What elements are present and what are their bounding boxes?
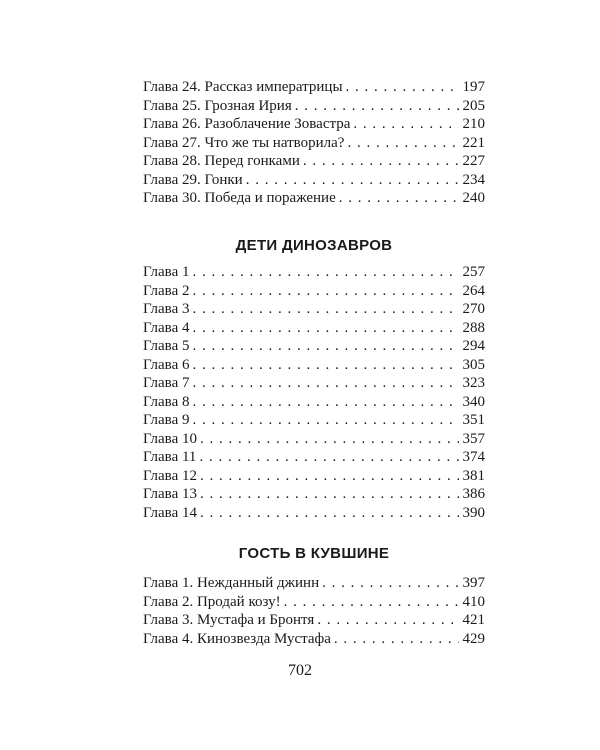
toc-entry (143, 356, 485, 375)
toc-entry-title: Глава 4 (143, 319, 190, 336)
dot-leader (200, 430, 459, 449)
toc-section-continued (143, 78, 485, 208)
toc-entry-title: Глава 7 (143, 375, 190, 391)
toc-section-deti-dinozavrov (143, 263, 485, 522)
dot-leader (346, 78, 459, 97)
toc-entry-page: 257 (462, 264, 485, 280)
dot-leader (200, 504, 459, 523)
toc-entry-title: Глава 28. Перед гонками (143, 153, 300, 169)
dot-leader (192, 374, 458, 393)
toc-entry-page: 357 (462, 430, 485, 447)
toc-entry (143, 319, 485, 338)
dot-leader (200, 485, 459, 504)
dot-leader (303, 152, 459, 171)
toc-entry-page: 410 (462, 593, 485, 610)
toc-entry (143, 115, 485, 134)
toc-entry-page: 294 (462, 338, 485, 354)
toc-section-gost-v-kuvshine (143, 574, 485, 648)
toc-entry-page: 421 (462, 612, 485, 628)
section-heading-gost-v-kuvshine (143, 545, 485, 562)
toc-entry (143, 448, 485, 467)
toc-entry (143, 504, 485, 523)
toc-entry-page: 305 (462, 356, 485, 373)
toc-entry-page: 351 (462, 412, 485, 428)
toc-entry-title: Глава 30. Победа и поражение (143, 190, 336, 206)
toc-entry (143, 97, 485, 116)
toc-entry (143, 593, 485, 612)
dot-leader (317, 611, 458, 630)
toc-entry-page: 210 (462, 116, 485, 132)
toc-entry-title: Глава 1. Нежданный джинн (143, 575, 320, 591)
toc-entry-title: Глава 5 (143, 338, 190, 354)
toc-entry (143, 171, 485, 190)
toc-entry (143, 300, 485, 319)
toc-entry-title: Глава 4. Кинозвезда Мустафа (143, 630, 331, 647)
toc-entry (143, 374, 485, 393)
toc-entry-page: 197 (462, 79, 485, 95)
section-heading: ДЕТИ ДИНОЗАВРОВ (235, 237, 393, 254)
toc-entry (143, 134, 485, 153)
toc-entry (143, 282, 485, 301)
toc-entry-page: 390 (462, 504, 485, 521)
dot-leader (199, 448, 458, 467)
toc-entry (143, 393, 485, 412)
toc-entry-page: 429 (462, 630, 485, 647)
dot-leader (192, 393, 458, 412)
toc-entry-title: Глава 3 (143, 301, 190, 317)
dot-leader (192, 282, 458, 301)
toc-entry-page: 270 (462, 301, 485, 317)
toc-entry (143, 430, 485, 449)
toc-entry-page: 234 (462, 171, 485, 188)
dot-leader (192, 300, 458, 319)
toc-entry-title: Глава 2 (143, 282, 190, 299)
toc-entry-title: Глава 2. Продай козу! (143, 593, 281, 610)
toc-entry-title: Глава 27. Что же ты натворила? (143, 134, 345, 151)
toc-entry (143, 574, 485, 593)
dot-leader (200, 467, 459, 486)
section-heading-deti-dinozavrov (143, 237, 485, 254)
toc-entry-title: Глава 1 (143, 264, 190, 280)
toc-entry (143, 78, 485, 97)
dot-leader (284, 593, 459, 612)
toc-entry-page: 227 (462, 153, 485, 169)
toc-entry (143, 411, 485, 430)
dot-leader (246, 171, 459, 190)
toc-entry-page: 240 (462, 190, 485, 206)
toc-entry (143, 467, 485, 486)
toc-entry (143, 630, 485, 649)
toc-entry-title: Глава 26. Разоблачение Зовастра (143, 116, 351, 132)
dot-leader (353, 115, 458, 134)
toc-entry-title: Глава 3. Мустафа и Бронтя (143, 612, 315, 628)
toc-entry-page: 264 (462, 282, 485, 299)
toc-entry-page: 374 (462, 449, 485, 465)
toc-entry-page: 205 (462, 97, 485, 114)
toc-entry (143, 263, 485, 282)
toc-entry (143, 611, 485, 630)
toc-entry-title: Глава 14 (143, 504, 197, 521)
toc-entry (143, 337, 485, 356)
dot-leader (347, 134, 458, 153)
dot-leader (192, 356, 458, 375)
dot-leader (192, 411, 458, 430)
toc-entry-page: 386 (462, 486, 485, 502)
toc-entry (143, 485, 485, 504)
section-heading: ГОСТЬ В КУВШИНЕ (238, 545, 390, 562)
toc-entry-title: Глава 11 (143, 449, 197, 465)
toc-entry-page: 288 (462, 319, 485, 336)
page-number: 702 (288, 662, 312, 679)
dot-leader (322, 574, 458, 593)
toc-entry-title: Глава 13 (143, 486, 197, 502)
toc-entry-page: 340 (462, 393, 485, 410)
toc-entry-title: Глава 8 (143, 393, 190, 410)
toc-entry-page: 221 (462, 134, 485, 151)
toc-entry-title: Глава 12 (143, 467, 197, 484)
toc-entry-page: 323 (462, 375, 485, 391)
toc-entry-title: Глава 29. Гонки (143, 171, 243, 188)
toc-entry (143, 189, 485, 208)
toc-entry-title: Глава 24. Рассказ императрицы (143, 79, 343, 95)
toc-entry-title: Глава 10 (143, 430, 197, 447)
dot-leader (339, 189, 459, 208)
dot-leader (334, 630, 459, 649)
dot-leader (192, 263, 458, 282)
dot-leader (295, 97, 459, 116)
toc-entry-title: Глава 9 (143, 412, 190, 428)
toc-entry-title: Глава 6 (143, 356, 190, 373)
toc-entry-page: 397 (462, 575, 485, 591)
toc-entry-title: Глава 25. Грозная Ирия (143, 97, 292, 114)
dot-leader (192, 337, 458, 356)
toc-entry-page: 381 (462, 467, 485, 484)
dot-leader (192, 319, 458, 338)
toc-entry (143, 152, 485, 171)
